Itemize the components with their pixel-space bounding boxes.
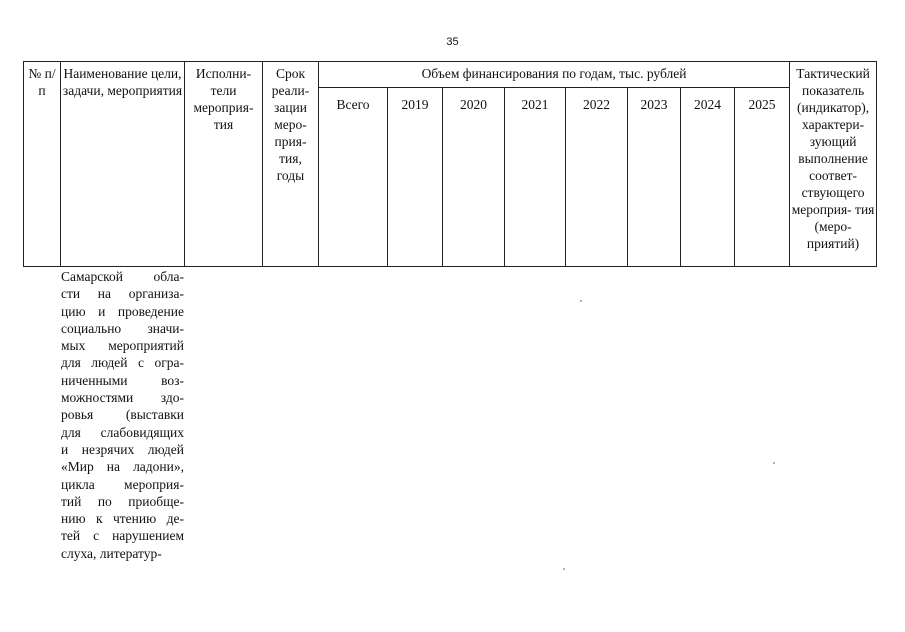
scan-speck (563, 568, 565, 570)
header-year-2024: 2024 (681, 88, 735, 267)
text-line: нию к чтению де- (61, 511, 184, 527)
text-line: слуха, литератур- (61, 545, 162, 561)
scan-speck (773, 462, 775, 464)
header-year-2021: 2021 (505, 88, 566, 267)
header-executors: Исполни- тели мероприя- тия (185, 62, 263, 267)
page-number: 35 (446, 36, 459, 48)
header-year-2023: 2023 (628, 88, 681, 267)
header-total: Всего (319, 88, 388, 267)
header-name: Наименование цели, задачи, мероприятия (61, 62, 185, 267)
text-line: и незрячих людей (61, 441, 184, 457)
text-line: сти на организа- (61, 286, 184, 302)
text-line: цию и проведение (61, 303, 184, 319)
header-financing: Объем финансирования по годам, тыс. рублей (319, 62, 790, 88)
header-num: № п/п (24, 62, 61, 267)
header-term: Срок реали- зации меро- прия- тия, годы (263, 62, 319, 267)
text-line: тий по приобще- (61, 493, 184, 509)
text-line: тей с нарушением (61, 528, 184, 544)
text-line: для людей с огра- (61, 355, 184, 371)
header-year-2022: 2022 (566, 88, 628, 267)
text-line: можностями здо- (61, 390, 184, 406)
header-year-2020: 2020 (443, 88, 505, 267)
financing-table (23, 61, 877, 267)
scan-speck (580, 300, 582, 302)
header-year-2019: 2019 (388, 88, 443, 267)
text-line: для слабовидящих (61, 424, 184, 440)
text-line: «Мир на ладони», (61, 459, 184, 475)
text-line: ровья (выставки (61, 407, 184, 423)
continuation-text (61, 268, 184, 562)
text-line: социально значи- (61, 320, 184, 336)
header-indicator: Тактический показатель (индикатор), характери- зующий выполнение соответ- ствующего мероприя- тия (меро- приятий) (790, 62, 877, 267)
header-year-2025: 2025 (735, 88, 790, 267)
text-line: цикла мероприя- (61, 476, 184, 492)
text-line: Самарской обла- (61, 269, 184, 284)
text-line: мых мероприятий (61, 338, 184, 354)
text-line: ниченными воз- (61, 372, 184, 388)
